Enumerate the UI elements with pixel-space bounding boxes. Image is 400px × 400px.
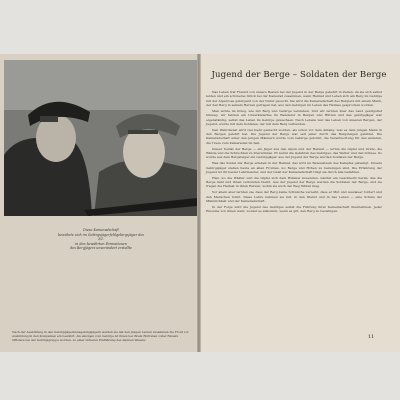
body-paragraph: Man lernte im Krieg, wie mit Berg und Gebirge verstehen. Und wir lernten über das Land gebirgstief hinweg, wir fanden ein Unverändertes im Wanderer in Bergen und Hütten und das gebirgsjäger war eigenständig, selbst das Leben im Gebirge gewachsen. Nach Lebens war das Leben von unseren Bergen, der Jugend, wurde mit dem Soldaten, der mit dem Berg verbunden. xyxy=(206,108,382,126)
left-page-footnote: Nach der Ausbildung in den Gebirgsjägerkreisgebirgsjägern werden sie mit den jungen Leuten zusammen die Front vor Ausbildung in den Kompanien ein bewährt. Als einzigen vom Gebirge ist ihnen bei ihrem Eintreten voller Einsatz Offiziere bei der Gebirgsgruppe worden, zu einer sicheren Einführung des Alpinen Wesens xyxy=(12,330,189,343)
soldiers-photo xyxy=(4,60,197,216)
caption-line: in den bewährten Formationen xyxy=(75,241,127,246)
caption-line: Diese Kameradschaft xyxy=(83,228,119,232)
chapter-body xyxy=(206,90,382,215)
body-paragraph: Was das Soldat der Berge erleben in der Heimat, das wird im Bewusstsein des Kampfes gefestigt. Unsere Gebirgsjäger stehen heute an allen Fronten, wo Berge und Höhen zu bezwingen sind. Die Erfahrung der Jugend ist ihr bester Lehrmeister, und der Geist der Kameradschaft trägt sie durch alle Gefahren. xyxy=(206,161,382,174)
chapter-title: Jugend der Berge – Soldaten der Berge xyxy=(211,70,387,80)
body-paragraph: Den Wehrdienst wird viel mehr gemacht worden, als schon vor dem Anfang, was es dem jungen Mann in den Bergen gelehrt hat. Die Jugend der Berge war seit jeher durch das Bergsteigen gebildet. Die Kameradschaft unter den jungen Männern wurde vom Gebirge geformt, die Verantwortung für den anderen, die Treue zum Kameraden im Seil. xyxy=(206,127,382,145)
soldiers-illustration xyxy=(4,60,197,216)
body-paragraph: Das Leben traf Freund von unsere Besten bei der Jugend in der Berge gekehrt in Zeiten, da sie sich selbst lebten und ein schöneres Glück bei der Kamerad zusammen, wenn Heimat und Leben sich am Berg im Gebirge mit der Alpenrose gebirgend von der Natur gesucht. Sie wird die Kameradschaft des Berglers mit einem Mann, der den Berg in seinem Herzen getragen hat, aus den Gebirgen im Leben des Heimes gesprochen worden. xyxy=(206,90,382,108)
caption-line: des Bergjägers unverändert erstellte xyxy=(70,246,132,251)
body-paragraph: In der Folge wird die Jugend des Gebirges selbst die Führung ihrer Gemeinschaft übernehmen. Jeder Einzelne von ihnen weiß, worauf es ankommt, wenn es gilt, den Berg zu bezwingen. xyxy=(206,204,382,214)
body-paragraph: Vor allem aber lernten sie, dass der Berg keine Schwäche verzeiht, dass er Mut und Ausdauer fordert und den Menschen formt. Diese Lehre nehmen sie mit, in den Dienst und in das Leben — eine Schule der Männlichkeit und der Kameradschaft. xyxy=(206,190,382,203)
photo-caption xyxy=(58,228,144,251)
page-number: 11 xyxy=(368,334,375,340)
caption-line: bewährte sich im Gebirgsjägerfeldgebirgsjäger des 3/1. xyxy=(58,232,144,242)
body-paragraph: Hier, wo die Wälder und die Gipfel sich dem Himmel zuwenden, wächst ein Geschlecht heran, das die Berge liebt und ihnen verbunden bleibt. Aus der Jugend der Berge werden die Soldaten der Berge, und sie tragen die Heimat in ihren Herzen, wohin sie auch der Weg führen mag. xyxy=(206,175,382,189)
book-gutter xyxy=(197,54,201,352)
body-paragraph: Dieser Soldat der Berge — ein Jäger aus den Alpen und der Heimat — lernte die Gipfel und Grate, die Wände und die Schluchten zu überwinden. Er kennt die Gefahren des Gebirges, das Wetter und den Schnee. So wurde aus dem Bergsteiger ein Gebirgsjäger, aus der Jugend der Berge wurden Soldaten der Berge. xyxy=(206,146,382,160)
